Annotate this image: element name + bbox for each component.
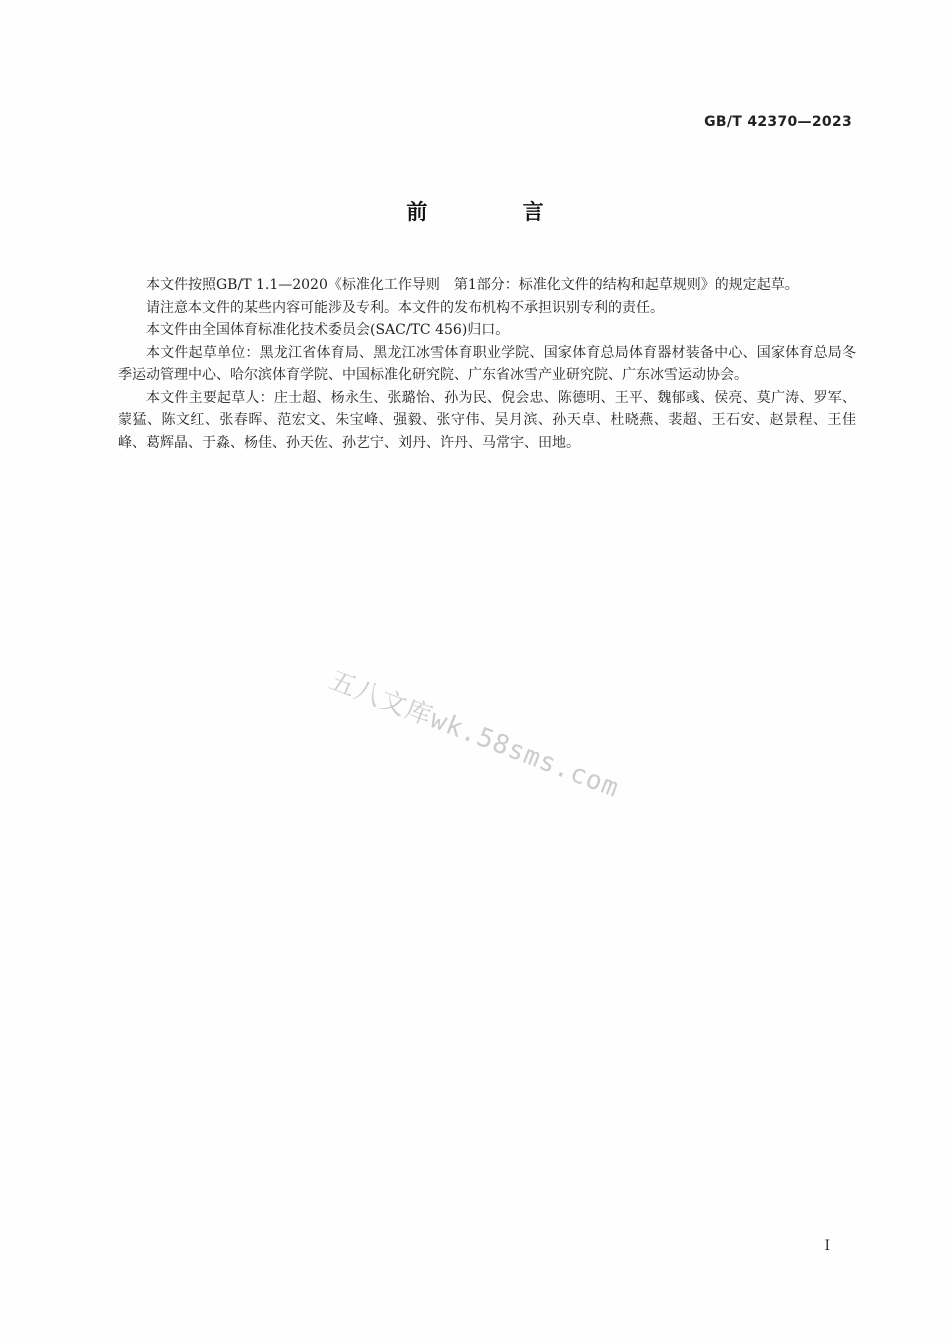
standard-code: GB/T 42370—2023	[704, 114, 852, 130]
page-number: I	[824, 1238, 830, 1254]
paragraph-patent-notice: 请注意本文件的某些内容可能涉及专利。本文件的发布机构不承担识别专利的责任。	[146, 299, 664, 316]
paragraph-drafting-rules: 本文件按照GB/T 1.1—2020《标准化工作导则 第1部分：标准化文件的结构和起草规则》的规定起草。	[146, 277, 799, 293]
section-title-foreword: 前 言	[406, 200, 588, 224]
paragraph-responsible-committee: 本文件由全国体育标准化技术委员会(SAC/TC 456)归口。	[146, 322, 510, 338]
watermark-text: 五八文库wk.58sms.com	[325, 665, 624, 804]
paragraph-main-drafters: 本文件主要起草人：庄士超、杨永生、张璐怡、孙为民、倪会忠、陈德明、王平、魏郁彧、侯亮、莫广涛、罗军、蒙猛、陈文红、张春晖、范宏文、朱宝峰、强毅、张守伟、吴月滨、孙天卓、杜晓燕、裴超、王石安、赵景程、王佳峰、葛辉晶、于淼、杨佳、孙天佐、孙艺宁、刘丹、许丹、马常宇、田地。	[118, 389, 856, 451]
foreword-body	[118, 274, 856, 454]
paragraph-drafting-organizations: 本文件起草单位：黑龙江省体育局、黑龙江冰雪体育职业学院、国家体育总局体育器材装备中心、国家体育总局冬季运动管理中心、哈尔滨体育学院、中国标准化研究院、广东省冰雪产业研究院、广东冰雪运动协会。	[118, 344, 856, 383]
